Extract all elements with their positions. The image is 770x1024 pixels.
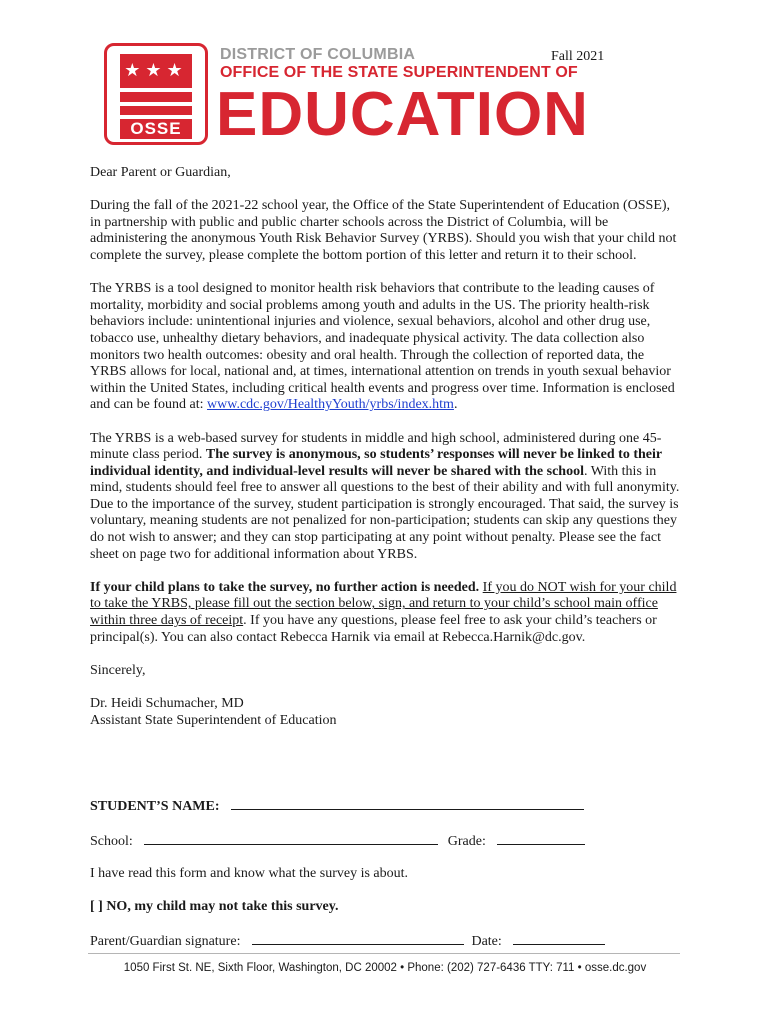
agency-line-1: DISTRICT OF COLUMBIA xyxy=(220,46,416,63)
paragraph-2-text: The YRBS is a tool designed to monitor health risk behaviors that contribute to the leading causes of mortality, morbidity and social problems among youth and adults in the US. The priority health-risk behaviors include: unintentional injuries and violence, sexual behaviors, alcohol and other drug use, tobacco use, unhealthy dietary behaviors, and inadequate physical activity. The data collection also monitors two health outcomes: obesity and oral health. Through the collection of reported data, the YRBS allows for local, national and, at times, international attention on trends in youth sexual behavior within the United States, including critical health events and progress over time. Information is enclosed and can be found at: xyxy=(90,281,675,413)
paragraph-3 xyxy=(90,431,680,564)
paragraph-2 xyxy=(90,281,680,414)
no-action-statement: If your child plans to take the survey, no further action is needed. xyxy=(90,579,480,595)
paragraph-1: During the fall of the 2021-22 school year, the Office of the State Superintendent of Education (OSSE), in partnership with public and public charter schools across the District of Columbia, will be administering the anonymous Youth Risk Behavior Survey (YRBS). Should you wish that your child not complete the survey, please complete the bottom portion of this letter and return it to their school. xyxy=(90,198,677,263)
signer-name: Dr. Heidi Schumacher, MD xyxy=(90,696,244,711)
signature-row xyxy=(90,932,605,950)
student-name-field[interactable] xyxy=(231,797,584,810)
school-label: School: xyxy=(90,834,133,849)
date-label: Date: xyxy=(471,934,502,949)
student-name-row xyxy=(90,797,584,815)
osse-logo xyxy=(104,43,208,145)
optout-instructions: If you do NOT wish for your child to take the YRBS, please fill out the section below, sign, and return to your child’s school main office within three days of receipt xyxy=(90,579,677,629)
read-statement: I have read this form and know what the survey is about. xyxy=(90,866,409,881)
signer-title: Assistant State Superintendent of Education xyxy=(90,712,337,728)
grade-label: Grade: xyxy=(447,834,486,849)
footer-address: 1050 First St. NE, Sixth Floor, Washington, DC 20002 • Phone: (202) 727-6436 TTY: 711 • osse.dc.gov xyxy=(123,962,647,974)
paragraph-3-end: . With this in mind, students should feel free to answer all questions to the best of their ability and with full anonymity. Due to the importance of the survey, student participation is strongly encouraged. That said, the survey is voluntary, meaning students are not penalized for non-participation; students can skip any questions they do not wish to answer; and they can stop participating at any point without penalty. Please see the fact sheet on page two for additional information about YRBS. xyxy=(90,463,680,562)
paragraph-2-end: . xyxy=(453,397,458,413)
cdc-yrbs-link[interactable]: www.cdc.gov/HealthyYouth/yrbs/index.htm xyxy=(207,397,454,413)
logo-stars: ★★★ xyxy=(120,54,192,88)
letter-body xyxy=(90,165,680,729)
school-field[interactable] xyxy=(144,832,438,845)
logo-stripe xyxy=(120,106,192,115)
letter-date: Fall 2021 xyxy=(551,49,605,64)
logo-stripe xyxy=(120,92,192,102)
date-field[interactable] xyxy=(513,932,605,945)
grade-field[interactable] xyxy=(497,832,585,845)
salutation: Dear Parent or Guardian, xyxy=(90,165,231,180)
paragraph-3-start: The YRBS is a web-based survey for students in middle and high school, administered during one 45-minute class period. xyxy=(90,430,662,463)
footer-divider xyxy=(88,953,680,954)
signature-label: Parent/Guardian signature: xyxy=(90,934,241,949)
agency-line-2: OFFICE OF THE STATE SUPERINTENDENT OF xyxy=(220,64,578,81)
closing: Sincerely, xyxy=(90,662,146,678)
optout-checkbox[interactable]: [ ] NO, my child may not take this survey. xyxy=(90,899,339,914)
school-grade-row xyxy=(90,832,585,850)
signature-field[interactable] xyxy=(252,932,464,945)
logo-text: OSSE xyxy=(120,119,192,139)
anonymity-statement: The survey is anonymous, so students’ responses will never be linked to their individual identity, and individual-level results will never be shared with the school xyxy=(90,447,662,479)
paragraph-4 xyxy=(90,580,680,646)
agency-line-3: EDUCATION xyxy=(216,80,589,149)
paragraph-4-end: . If you have any questions, please feel free to ask your child’s teachers or principal(s). You can also contact Rebecca Harnik via email at Rebecca.Harnik@dc.gov. xyxy=(90,613,657,645)
student-name-label: STUDENT’S NAME: xyxy=(90,799,220,814)
